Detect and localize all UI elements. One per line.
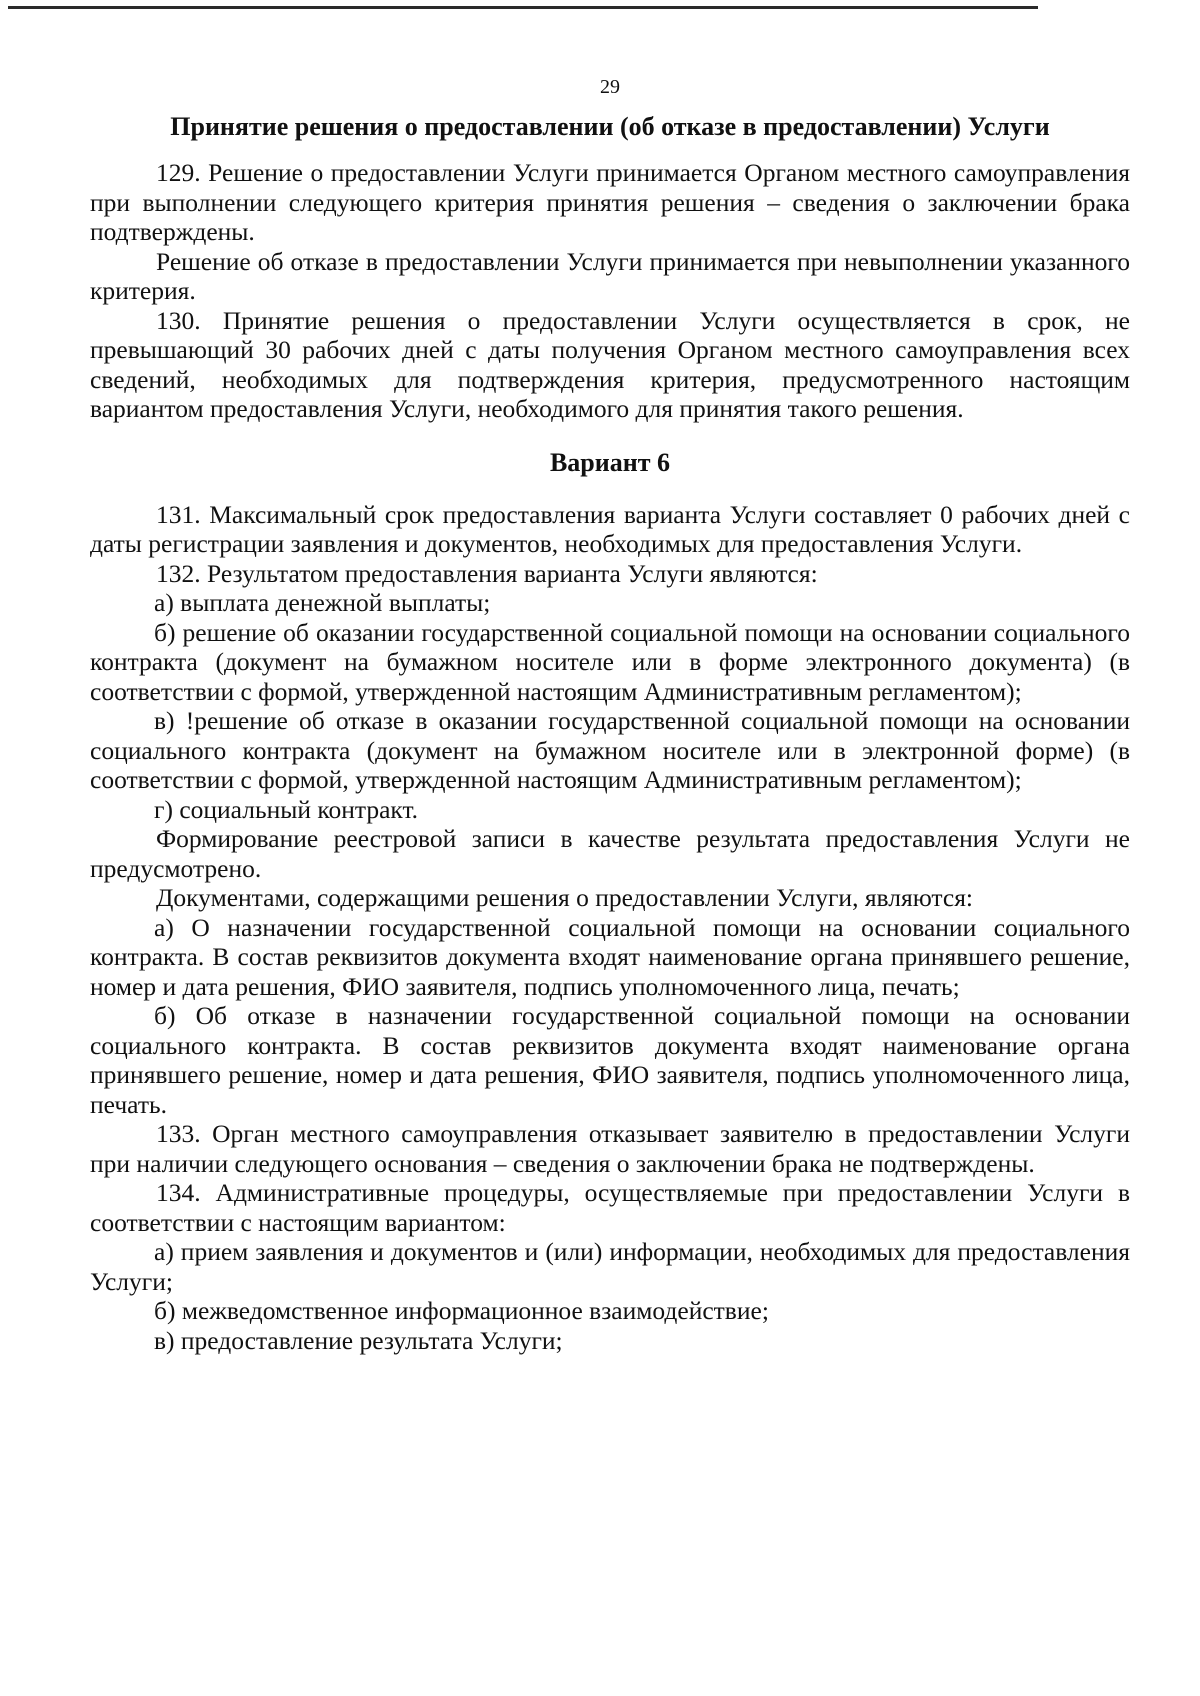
procedure-item-b: б) межведомственное информационное взаимодействие; [154,1296,769,1325]
list-item-g: г) социальный контракт. [154,794,419,824]
paragraph-132: 132. Результатом предоставления варианта Услуги являются: [156,558,818,588]
document-item-a: а) О назначении государственной социальной помощи на основании социального контракта. В состав реквизитов документа входят наименование органа принявшего решение, номер и дата решения, ФИО заявителя, подпись уполномоченного лица, печать; [90,912,1130,1001]
list-item-b: б) решение об оказании государственной социальной помощи на основании социального контракта (документ на бумажном носителе или в форме электронного документа) (в соответствии с формой, утвержденной настоящим Административным регламентом); [90,617,1130,706]
page-number: 29 [600,76,620,98]
paragraph-documents: Документами, содержащими решения о предоставлении Услуги, являются: [156,883,974,912]
paragraph-refusal: Решение об отказе в предоставлении Услуги принимается при невыполнении указанного критерия. [90,246,1130,305]
paragraph-131: 131. Максимальный срок предоставления варианта Услуги составляет 0 рабочих дней с даты регистрации заявления и документов, необходимых для предоставления Услуги. [90,499,1130,558]
scan-border-line [8,6,1038,9]
paragraph-registry: Формирование реестровой записи в качестве результата предоставления Услуги не предусмотрено. [90,824,1130,883]
procedure-item-v: в) предоставление результата Услуги; [154,1325,563,1355]
paragraph-133: 133. Орган местного самоуправления отказывает заявителю в предоставлении Услуги при наличии следующего основания – сведения о заключении брака не подтверждены. [90,1119,1130,1178]
list-item-v: в) !решение об отказе в оказании государственной социальной помощи на основании социального контракта (документ на бумажном носителе или в электронной форме) (в соответствии с формой, утвержденной настоящим Административным регламентом); [90,706,1130,794]
section-title-variant-6: Вариант 6 [549,447,671,477]
paragraph-130: 130. Принятие решения о предоставлении Услуги осуществляется в срок, не превышающий 30 рабочих дней с даты получения Органом местного самоуправления всех сведений, необходимых для подтверждения критерия, предусмотренного настоящим вариантом предоставления Услуги, необходимого для принятия такого решения. [90,305,1130,423]
procedure-item-a: а) прием заявления и документов и (или) информации, необходимых для предоставления Услуги; [90,1237,1130,1296]
document-page [90,62,1130,1355]
paragraph-134: 134. Административные процедуры, осуществляемые при предоставлении Услуги в соответствии с настоящим вариантом: [90,1178,1130,1237]
paragraph-129: 129. Решение о предоставлении Услуги принимается Органом местного самоуправления при выполнении следующего критерия принятия решения – сведения о заключении брака подтверждены. [90,158,1130,246]
document-item-b: б) Об отказе в назначении государственной социальной помощи на основании социального контракта. В состав реквизитов документа входят наименование органа принявшего решение, номер и дата решения, ФИО заявителя, подпись уполномоченного лица, печать. [90,1001,1130,1119]
list-item-a: а) выплата денежной выплаты; [154,588,491,617]
section-title-decision: Принятие решения о предоставлении (об отказе в предоставлении) Услуги [170,112,1050,141]
